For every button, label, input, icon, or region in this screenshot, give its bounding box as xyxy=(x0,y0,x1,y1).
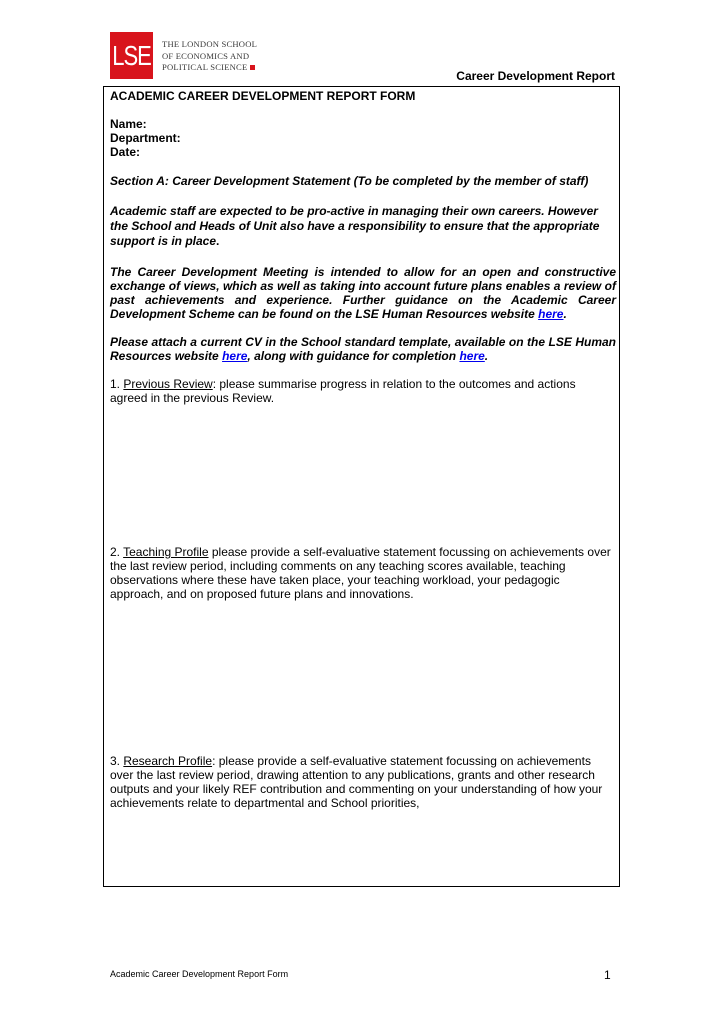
question-previous-review: 1. Previous Review: please summarise progress in relation to the outcomes and actions agreed in the previous Review. xyxy=(110,377,576,405)
field-department-label: Department: xyxy=(110,131,181,145)
logo-line: OF ECONOMICS AND xyxy=(162,50,250,61)
intro-paragraph-2: The Career Development Meeting is intended to allow for an open and constructive exchange of views, which as well as taking into account future plans enables a review of past achievements and experience. Further guidance on the Academic Career Development Scheme can be found on the LSE Human Resources website here. xyxy=(110,265,616,321)
page-header-title: Career Development Report xyxy=(456,69,615,83)
question-research-profile: 3. Research Profile: please provide a self-evaluative statement focussing on achievements over the last review period, drawing attention to any publications, grants and other research outputs and your likely REF contribution and commenting on your understanding of how your achievements relate to departmental and School priorities, xyxy=(110,754,603,810)
logo-line: POLITICAL SCIENCE xyxy=(162,62,257,74)
intro-paragraph-1: Academic staff are expected to be pro-active in managing their own careers. However the School and Heads of Unit also have a responsibility to ensure that the appropriate support is in place. xyxy=(110,204,600,248)
question-teaching-profile: 2. Teaching Profile please provide a self-evaluative statement focussing on achievements over the last review period, including comments on any teaching scores available, teaching observations where these have taken place, your teaching workload, your pedagogic approach, and on proposed future plans and innovations. xyxy=(110,545,611,601)
intro-paragraph-3: Please attach a current CV in the School standard template, available on the LSE Human Resources website here, along with guidance for completion here. xyxy=(110,335,616,363)
lse-logo xyxy=(110,32,153,79)
cv-template-link[interactable]: here xyxy=(222,349,248,363)
section-a-heading: Section A: Career Development Statement (To be completed by the member of staff) xyxy=(110,174,589,188)
lse-logo-wordmark xyxy=(162,39,257,74)
completion-guidance-link[interactable]: here xyxy=(459,349,485,363)
footer-form-name: Academic Career Development Report Form xyxy=(110,969,289,979)
field-name-label: Name: xyxy=(110,117,147,131)
logo-line: THE LONDON SCHOOL xyxy=(162,39,258,49)
guidance-link[interactable]: here xyxy=(538,307,564,321)
lse-logo-mark: LSE xyxy=(112,39,151,71)
logo-square-icon xyxy=(250,65,255,70)
form-title: ACADEMIC CAREER DEVELOPMENT REPORT FORM xyxy=(110,89,416,103)
page-number: 1 xyxy=(604,968,611,982)
field-date-label: Date: xyxy=(110,145,141,159)
